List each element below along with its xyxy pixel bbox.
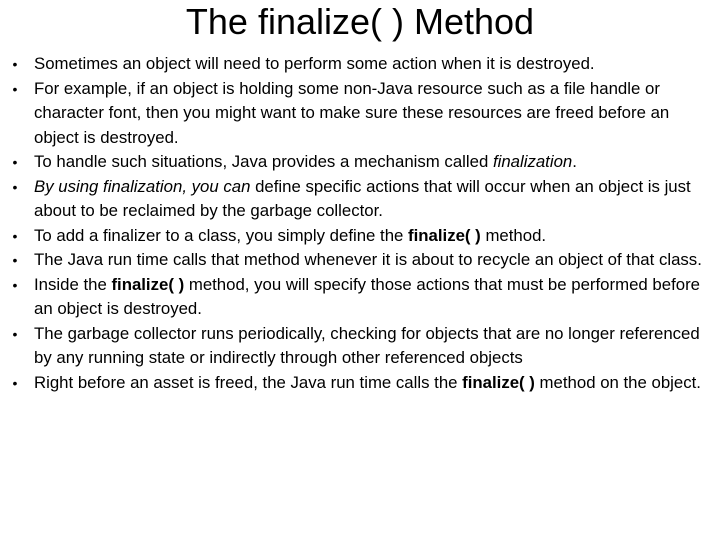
bullet-marker: • xyxy=(12,374,18,391)
bullet-marker: • xyxy=(12,154,18,170)
slide-title: The finalize( ) Method xyxy=(185,1,535,42)
bullet-item xyxy=(8,52,714,77)
bullet-text: . xyxy=(572,152,577,171)
bullet-item xyxy=(8,150,714,175)
bullet-text: To handle such situations, Java provides a mechanism called xyxy=(34,152,493,171)
bullet-marker: • xyxy=(12,325,18,342)
bullet-code-term: finalize( ) xyxy=(408,225,481,245)
bullet-code-term: finalize( ) xyxy=(111,274,185,294)
bullet-item xyxy=(8,322,714,371)
bullet-emphasis: finalization xyxy=(492,152,573,171)
bullet-text: Sometimes an object will need to perform some action when it is destroyed. xyxy=(34,54,595,73)
bullet-marker: • xyxy=(12,252,18,268)
bullet-text: Inside the xyxy=(34,274,112,294)
bullet-text: For example, if an object is holding some non-Java resource such as a file handle or character font, then you might want to make sure these resources are freed before an object is destroyed. xyxy=(34,78,670,147)
bullet-item xyxy=(8,273,714,322)
bullet-item xyxy=(8,175,714,224)
bullet-text: define specific actions that will occur when an object is just about to be reclaimed by the garbage collector. xyxy=(34,176,691,220)
bullet-marker: • xyxy=(12,276,18,293)
bullet-item xyxy=(8,248,714,273)
bullet-text: To add a finalizer to a class, you simply define the xyxy=(34,225,409,245)
bullet-text: method, you will specify those actions that must be performed before an object is destroyed. xyxy=(34,274,700,318)
bullet-text: method on the object. xyxy=(534,372,701,392)
bullet-list xyxy=(8,52,714,395)
bullet-marker: • xyxy=(12,56,18,72)
bullet-text: method. xyxy=(480,225,547,245)
bullet-text: The Java run time calls that method whenever it is about to recycle an object of that class. xyxy=(34,250,702,269)
bullet-emphasis: By using finalization, you can xyxy=(34,176,251,196)
bullet-code-term: finalize( ) xyxy=(462,372,535,392)
bullet-text: Right before an asset is freed, the Java run time calls the xyxy=(34,372,463,392)
bullet-marker: • xyxy=(12,178,18,195)
bullet-text: The garbage collector runs periodically, checking for objects that are no longer referenced by any running state or indirectly through other referenced objects xyxy=(34,323,700,367)
bullet-item xyxy=(8,224,714,249)
bullet-item xyxy=(8,371,714,396)
bullet-marker: • xyxy=(12,80,18,97)
bullet-marker: • xyxy=(12,227,18,244)
bullet-item xyxy=(8,77,714,151)
